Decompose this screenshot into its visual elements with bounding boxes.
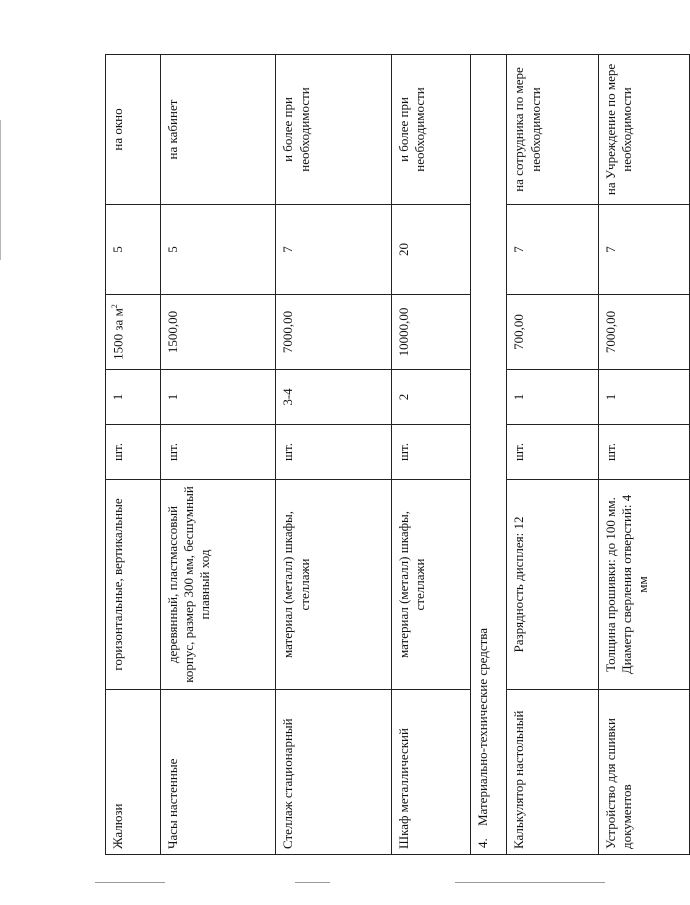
price-unit-exponent: 2: [110, 304, 119, 309]
price-cell: [391, 295, 470, 370]
section-number: 4.: [474, 838, 490, 848]
table-row: [598, 55, 689, 855]
item-name-cell: [160, 690, 276, 855]
table-row: [391, 55, 470, 855]
quantity-text: 1: [164, 393, 180, 401]
section-row: [470, 55, 507, 855]
note-text: на окно: [110, 108, 125, 151]
price-cell: [598, 295, 689, 370]
price-cell: [106, 295, 161, 370]
quantity-text: 1: [511, 393, 527, 401]
characteristics-cell: [160, 480, 276, 690]
item-name-text: Устройство для сшивки документов: [602, 718, 634, 849]
characteristics-text: деревянный, пластмассовый корпус, размер 300 мм, бесшумный плавный ход: [164, 486, 213, 683]
note-cell: [391, 55, 470, 205]
characteristics-cell: [106, 480, 161, 690]
service-life-text: 7: [511, 246, 527, 253]
note-cell: [160, 55, 276, 205]
unit-cell: [160, 425, 276, 480]
quantity-text: 1: [602, 393, 618, 401]
characteristics-cell: [507, 480, 598, 690]
quantity-cell: [507, 370, 598, 425]
unit-text: шт.: [280, 443, 296, 461]
quantity-cell: [160, 370, 276, 425]
note-cell: [598, 55, 689, 205]
note-text: на кабинет: [164, 99, 180, 160]
characteristics-text: Толщина прошивки: до 100 мм. Диаметр сверления отверстий: 4 мм: [602, 494, 651, 675]
quantity-text: 3-4: [280, 388, 296, 406]
price-text: 1500,00: [164, 310, 180, 354]
table-body: [106, 55, 690, 855]
unit-text: шт.: [164, 443, 180, 461]
service-life-text: 7: [280, 246, 296, 253]
note-cell: [507, 55, 598, 205]
unit-text: шт.: [511, 443, 527, 461]
item-name-cell: [276, 690, 392, 855]
unit-text: шт.: [110, 443, 125, 461]
section-title: Материально-технические средства: [474, 627, 490, 826]
unit-cell: [276, 425, 392, 480]
item-name-text: Жалюзи: [110, 803, 125, 849]
item-name-cell: [507, 690, 598, 855]
service-life-text: 7: [602, 246, 618, 253]
scan-artifact: [455, 882, 605, 883]
service-life-text: 5: [110, 246, 125, 253]
service-life-cell: [106, 205, 161, 295]
characteristics-text: Разрядность дисплея: 12: [511, 516, 527, 653]
quantity-text: 1: [110, 393, 125, 401]
scan-artifact: [295, 882, 330, 883]
service-life-text: 5: [164, 246, 180, 253]
characteristics-cell: [276, 480, 392, 690]
service-life-text: 20: [395, 243, 411, 256]
note-text: и более при необходимости: [395, 87, 428, 172]
price-text: 1500 за м: [110, 308, 126, 360]
note-cell: [106, 55, 161, 205]
quantity-cell: [276, 370, 392, 425]
characteristics-text: горизонтальные, вертикальные: [110, 498, 125, 671]
service-life-cell: [160, 205, 276, 295]
item-name-text: Шкаф металлический: [395, 728, 411, 849]
unit-cell: [598, 425, 689, 480]
unit-text: шт.: [602, 443, 618, 461]
rotated-table-container: [105, 55, 690, 855]
item-name-cell: [106, 690, 161, 855]
price-cell: [507, 295, 598, 370]
quantity-cell: [391, 370, 470, 425]
price-text: 700,00: [511, 314, 527, 350]
item-name-text: Калькулятор настольный: [511, 710, 527, 849]
unit-text: шт.: [395, 443, 411, 461]
item-name-text: Стеллаж стационарный: [280, 718, 296, 849]
unit-cell: [391, 425, 470, 480]
note-cell: [276, 55, 392, 205]
service-life-cell: [391, 205, 470, 295]
characteristics-cell: [391, 480, 470, 690]
price-cell: [160, 295, 276, 370]
characteristics-text: материал (металл) шкафы, стеллажи: [395, 511, 428, 659]
item-name-cell: [391, 690, 470, 855]
unit-cell: [106, 425, 161, 480]
unit-cell: [507, 425, 598, 480]
characteristics-text: материал (металл) шкафы, стеллажи: [280, 511, 312, 659]
item-name-cell: [598, 690, 689, 855]
equipment-table: [105, 54, 690, 855]
price-text: 7000,00: [280, 310, 296, 354]
scan-artifact: [95, 882, 165, 883]
quantity-text: 2: [395, 393, 411, 401]
quantity-cell: [106, 370, 161, 425]
price-text: 10000,00: [395, 307, 411, 357]
price-cell: [276, 295, 392, 370]
service-life-cell: [276, 205, 392, 295]
price-text: 7000,00: [602, 310, 618, 354]
table-row: [276, 55, 392, 855]
table-row: [106, 55, 161, 855]
quantity-cell: [598, 370, 689, 425]
item-name-text: Часы настенные: [164, 758, 180, 849]
note-text: и более при необходимости: [280, 87, 312, 172]
note-text: на Учреждение по мере необходимости: [602, 63, 634, 196]
table-row: [160, 55, 276, 855]
service-life-cell: [507, 205, 598, 295]
characteristics-cell: [598, 480, 689, 690]
note-text: на сотрудника по мере необходимости: [511, 67, 543, 192]
table-row: [507, 55, 598, 855]
section-cell: [470, 55, 507, 855]
scan-artifact: [0, 120, 1, 260]
service-life-cell: [598, 205, 689, 295]
